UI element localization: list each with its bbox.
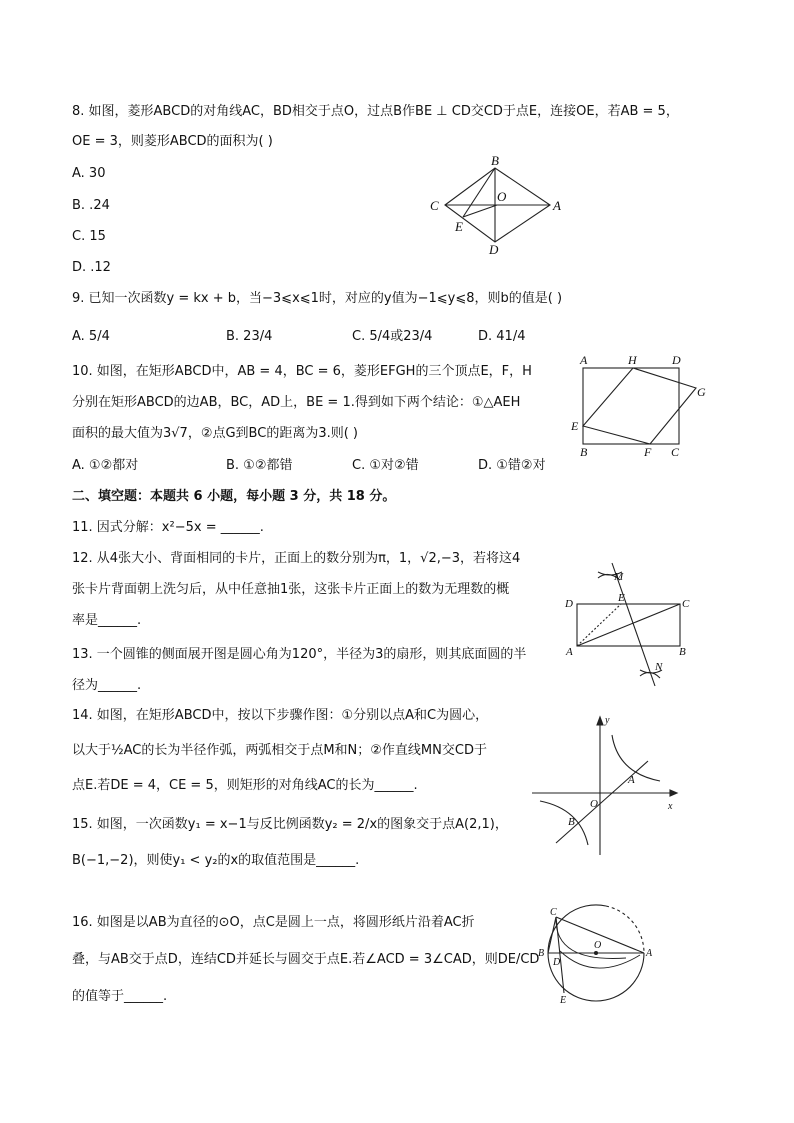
- q10-line2: 分别在矩形ABCD的边AB，BC，AD上，BE = 1.得到如下两个结论：①△AEH: [72, 395, 521, 410]
- q12-line1: 12. 从4张大小、背面相同的卡片，正面上的数分别为π，1，√2,−3，若将这4: [72, 551, 521, 566]
- svg-text:O: O: [594, 940, 602, 951]
- q15-line2: B(−1,−2)，则使y₁ < y₂的x的取值范围是______.: [72, 853, 360, 868]
- q10-option-a: A. ①②都对: [72, 458, 139, 473]
- q14-line1: 14. 如图，在矩形ABCD中，按以下步骤作图：①分别以点A和C为圆心，: [72, 708, 489, 723]
- q10-line1: 10. 如图，在矩形ABCD中，AB = 4，BC = 6，菱形EFGH的三个顶点E，F，H: [72, 364, 532, 379]
- q15-graph-figure: [532, 715, 682, 855]
- svg-text:D: D: [672, 353, 681, 367]
- q15-line1: 15. 如图，一次函数y₁ = x−1与反比例函数y₂ = 2/x的图象交于点A(2,1)，: [72, 817, 508, 832]
- svg-text:B: B: [568, 816, 575, 828]
- svg-text:C: C: [550, 907, 557, 918]
- svg-text:E: E: [571, 419, 579, 433]
- svg-text:B: B: [580, 445, 588, 459]
- q16-line1: 16. 如图是以AB为直径的⊙O，点C是圆上一点，将圆形纸片沿着AC折: [72, 915, 475, 930]
- q10-option-b: B. ①②都错: [226, 458, 293, 473]
- q10-option-c: C. ①对②错: [352, 458, 419, 473]
- svg-text:H: H: [628, 353, 637, 367]
- q8-rhombus-figure: [425, 150, 575, 255]
- q16-circle-figure: [536, 903, 661, 1008]
- svg-text:A: A: [628, 774, 635, 786]
- q10-option-d: D. ①错②对: [478, 458, 546, 473]
- svg-text:O: O: [590, 798, 598, 810]
- q9-option-d: D. 41/4: [478, 329, 526, 344]
- svg-text:E: E: [455, 219, 463, 234]
- q9-option-c: C. 5/4或23/4: [352, 329, 433, 344]
- svg-text:y: y: [605, 715, 610, 726]
- q13-line1: 13. 一个圆锥的侧面展开图是圆心角为120°，半径为3的扇形，则其底面圆的半: [72, 647, 527, 662]
- svg-text:M: M: [614, 571, 624, 583]
- q14-line3: 点E.若DE = 4，CE = 5，则矩形的对角线AC的长为______.: [72, 778, 418, 793]
- svg-text:D: D: [489, 242, 499, 257]
- q12-line2: 张卡片背面朝上洗匀后，从中任意抽1张，这张卡片正面上的数为无理数的概: [72, 582, 510, 597]
- q9-option-b: B. 23/4: [226, 329, 273, 344]
- svg-text:N: N: [655, 661, 663, 673]
- q10-line3: 面积的最大值为3√7，②点G到BC的距离为3.则( ): [72, 426, 359, 441]
- q8-option-c: C. 15: [72, 229, 106, 244]
- q9-line1: 9. 已知一次函数y = kx + b，当−3⩽x⩽1时，对应的y值为−1⩽y⩽8，则b的值是( ): [72, 291, 563, 306]
- svg-text:A: A: [553, 198, 561, 213]
- svg-text:D: D: [553, 957, 561, 968]
- q12-line3: 率是______.: [72, 613, 142, 628]
- svg-text:C: C: [671, 445, 680, 459]
- svg-text:A: A: [566, 646, 573, 658]
- svg-text:E: E: [560, 995, 567, 1006]
- svg-text:C: C: [682, 598, 690, 610]
- q16-line2: 叠，与AB交于点D，连结CD并延长与圆交于点E.若∠ACD = 3∠CAD，则DE/CD: [72, 952, 540, 967]
- svg-text:A: A: [646, 948, 653, 959]
- q8-option-d: D. .12: [72, 260, 111, 275]
- q8-option-a: A. 30: [72, 166, 106, 181]
- q10-rectangle-figure: [568, 352, 718, 462]
- svg-text:B: B: [491, 153, 499, 168]
- svg-text:G: G: [697, 385, 706, 399]
- q16-line3: 的值等于______.: [72, 989, 168, 1004]
- svg-text:x: x: [668, 801, 673, 812]
- svg-text:B: B: [538, 948, 545, 959]
- q8-line2: OE = 3，则菱形ABCD的面积为( ): [72, 134, 273, 149]
- svg-text:O: O: [497, 189, 507, 204]
- q12-construction-figure: [560, 558, 710, 693]
- svg-text:E: E: [618, 592, 625, 604]
- svg-text:D: D: [565, 598, 573, 610]
- svg-text:B: B: [679, 646, 686, 658]
- section-heading: 二、填空题：本题共 6 小题，每小题 3 分，共 18 分。: [72, 489, 396, 504]
- q14-line2: 以大于½AC的长为半径作弧，两弧相交于点M和N；②作直线MN交CD于: [72, 743, 487, 758]
- svg-text:C: C: [430, 198, 439, 213]
- svg-text:A: A: [580, 353, 588, 367]
- svg-text:F: F: [644, 445, 652, 459]
- q9-option-a: A. 5/4: [72, 329, 110, 344]
- q13-line2: 径为______.: [72, 678, 142, 693]
- q8-line1: 8. 如图，菱形ABCD的对角线AC，BD相交于点O，过点B作BE ⊥ CD交CD于点E，连接OE，若AB = 5，: [72, 104, 679, 119]
- q11-line: 11. 因式分解：x²−5x = ______.: [72, 520, 264, 535]
- q8-option-b: B. .24: [72, 198, 110, 213]
